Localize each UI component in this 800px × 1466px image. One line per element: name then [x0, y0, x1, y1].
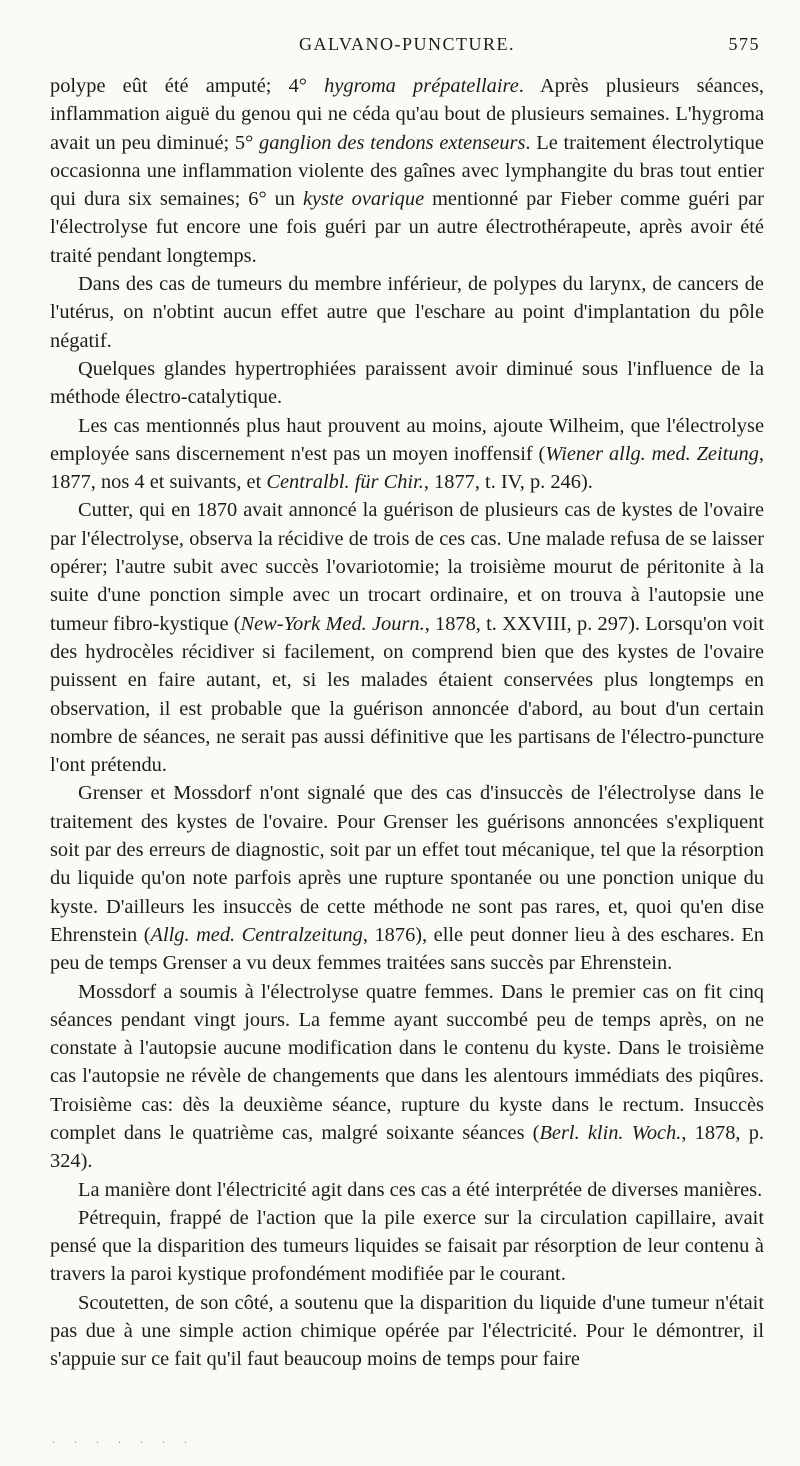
text-run: Cutter, qui en 1870 avait annoncé la guérison de plusieurs cas de kystes de l'ovaire par l'électrolyse, observa la récidive de trois de ces cas. Une malade refusa de se laisser opérer; l'autre subit avec succès l'ovariotomie; la troisième mourut de péritonite à la suite d'une ponction simple avec un trocart ordinaire, et on trouva à l'autopsie une tumeur fibro-kystique (	[50, 499, 764, 635]
italic-citation: New-York Med. Journ.	[240, 612, 425, 635]
text-run: Scoutetten, de son côté, a soutenu que la disparition du liquide d'une tumeur n'était pas due à une simple action chimique opérée par l'électricité. Pour le démontrer, il s'appuie sur ce fait qu'il faut beaucoup moins de temps pour faire	[50, 1291, 764, 1371]
text-run: Les cas mentionnés plus haut prouvent au moins, ajoute Wilheim, que l'électrolyse employée sans discernement n'est pas un moyen inoffensif (	[50, 414, 764, 465]
italic-citation: ganglion des tendons extenseurs	[259, 131, 526, 154]
paragraph	[50, 72, 764, 270]
italic-citation: Centralbl. für Chir.	[266, 471, 424, 494]
paragraph	[50, 412, 764, 497]
italic-citation: Berl. klin. Woch.	[539, 1121, 682, 1144]
text-run: Quelques glandes hypertrophiées paraissent avoir diminué sous l'influence de la méthode électro-catalytique.	[50, 357, 764, 409]
text-run: Pétrequin, frappé de l'action que la pile exerce sur la circulation capillaire, avait pensé que la disparition des tumeurs liquides se faisait par résorption de leur contenu à travers la paroi kystique profondément modifiée par le courant.	[50, 1206, 764, 1286]
paragraph	[50, 978, 764, 1176]
paragraph	[50, 270, 764, 355]
page-number: 575	[728, 34, 760, 54]
running-title: GALVANO-PUNCTURE.	[298, 34, 516, 54]
bottom-margin-specks: . . . . . . .	[52, 1432, 195, 1446]
italic-citation: kyste ovarique	[302, 188, 425, 211]
paragraph	[50, 1176, 764, 1204]
text-run: . Le traitement électrolytique occasionna une inflammation violente des gaînes avec lymphangite du bras tout entier qui dura six semaines; 6° un	[50, 131, 764, 211]
text-run: Mossdorf a soumis à l'électrolyse quatre femmes. Dans le premier cas on fit cinq séances pendant vingt jours. La femme ayant succombé peu de temps après, on ne constate à l'autopsie aucune modification dans le contenu du kyste. Dans le troisième cas l'autopsie ne révèle de changements que dans les alentours immédiats des piqûres. Troisième cas: dès la deuxième séance, rupture du kyste dans le rectum. Insuccès complet dans le quatrième cas, malgré soixante séances (	[50, 980, 764, 1144]
paragraph	[50, 355, 764, 412]
paragraph	[50, 779, 764, 977]
text-run: , 1876), elle peut donner lieu à des eschares. En peu de temps Grenser a vu deux femmes traitées sans succès par Ehrenstein.	[50, 923, 764, 975]
text-run: , 1878, p. 324).	[50, 1121, 764, 1173]
text-run: La manière dont l'électricité agit dans ces cas a été interprétée de diverses manières.	[78, 1178, 763, 1201]
body-text	[50, 72, 764, 1374]
text-run: mentionné par Fieber comme guéri par l'électrolyse fut encore une fois guéri par un autre électrothérapeute, après avoir été traité pendant longtemps.	[50, 188, 764, 267]
running-header	[50, 34, 764, 60]
paragraph	[50, 496, 764, 779]
paragraph	[50, 1289, 764, 1374]
text-run: polype eût été amputé; 4°	[50, 75, 325, 97]
text-run: , 1877, t. IV, p. 246).	[423, 471, 593, 494]
text-run: , 1878, t. XXVIII, p. 297). Lorsqu'on voit des hydrocèles récidiver si facilement, on comprend bien que des kystes de l'ovaire puissent en faire autant, et, si les malades étaient conservées plus longtemps en observation, il est probable que la guérison annoncée d'abord, au bout d'un certain nombre de séances, ne serait pas aussi définitive que les partisans de l'électro-puncture l'ont prétendu.	[50, 612, 764, 777]
text-run: Dans des cas de tumeurs du membre inférieur, de polypes du larynx, de cancers de l'utérus, on n'obtint aucun effet autre que l'eschare au point d'implantation du pôle négatif.	[50, 273, 764, 352]
paragraph	[50, 1204, 764, 1289]
italic-citation: Wiener allg. med. Zeitung	[545, 442, 759, 465]
italic-citation: Allg. med. Centralzeitung	[150, 923, 363, 946]
text-run: Grenser et Mossdorf n'ont signalé que des cas d'insuccès de l'électrolyse dans le traitement des kystes de l'ovaire. Pour Grenser les guérisons annoncées s'expliquent soit par des erreurs de diagnostic, soit par un effet tout mécanique, tel que la résorption du liquide qu'on note parfois après une rupture spontanée ou une ponction unique du kyste. D'ailleurs les insuccès de cette méthode ne sont pas rares, et, quoi qu'en dise Ehrenstein (	[50, 782, 764, 946]
italic-citation: hygroma prépatellaire	[324, 75, 519, 97]
text-run: . Après plusieurs séances, inflammation aiguë du genou qui ne céda qu'au bout de plusieurs semaines. L'hygroma avait un peu diminué; 5°	[50, 75, 764, 154]
text-run: , 1877, nos 4 et suivants, et	[50, 442, 764, 494]
